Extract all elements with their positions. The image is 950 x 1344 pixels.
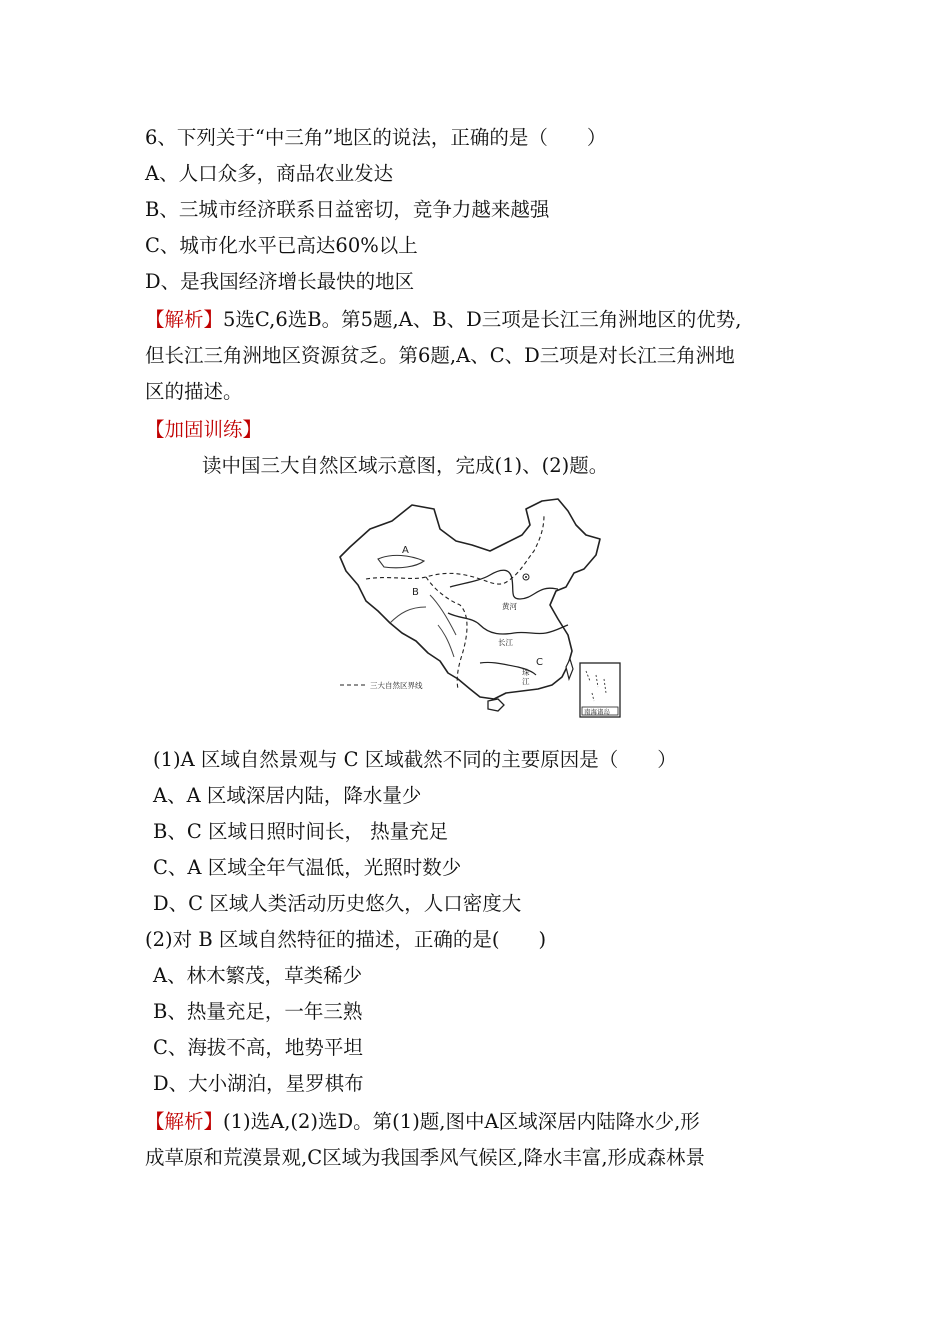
- q2-stem: (2)对 B 区域自然特征的描述，正确的是( ): [145, 928, 547, 951]
- q6-option-d: D、是我国经济增长最快的地区: [145, 270, 415, 293]
- region-label-a: A: [402, 545, 409, 556]
- hainan-island: [488, 699, 504, 711]
- china-outline: [340, 499, 600, 699]
- china-natural-regions-map: [330, 495, 626, 720]
- q6-option-a: A、人口众多，商品农业发达: [145, 162, 394, 185]
- analysis-1: [145, 302, 810, 410]
- q1-stem: (1)A 区域自然景观与 C 区域截然不同的主要原因是（ ）: [153, 748, 677, 771]
- inset-label: 南海诸岛: [584, 708, 610, 716]
- analysis-tag: 【解析】: [145, 1110, 224, 1133]
- analysis-2: [145, 1104, 810, 1176]
- q2-option-d: D、大小湖泊，星罗棋布: [153, 1072, 364, 1095]
- training-heading: 【加固训练】: [145, 418, 263, 441]
- q6-option-b: B、三城市经济联系日益密切，竞争力越来越强: [145, 198, 550, 221]
- q1-option-b: B、C 区域日照时间长， 热量充足: [153, 820, 449, 843]
- river-label-pearl-1: 珠: [522, 668, 530, 677]
- river-label-yellow: 黄河: [502, 602, 517, 611]
- q2-option-a: A、林木繁茂，草类稀少: [153, 964, 363, 987]
- analysis-1-line-1: 【解析】5选C,6选B。第5题,A、B、D三项是长江三角洲地区的优势,: [145, 308, 742, 331]
- q6-stem: 6、下列关于“中三角”地区的说法，正确的是（ ）: [145, 126, 607, 149]
- legend-label: 三大自然区界线: [370, 681, 423, 690]
- q1-option-a: A、A 区域深居内陆，降水量少: [153, 784, 422, 807]
- q2-option-b: B、热量充足，一年三熟: [153, 1000, 363, 1023]
- q2-option-c: C、海拔不高，地势平坦: [153, 1036, 363, 1059]
- analysis-1-line-3: 区的描述。: [145, 380, 243, 403]
- region-label-b: B: [412, 587, 419, 598]
- q1-option-c: C、A 区域全年气温低，光照时数少: [153, 856, 462, 879]
- analysis-2-line-1: 【解析】(1)选A,(2)选D。第(1)题,图中A区域深居内陆降水少,形: [145, 1110, 700, 1133]
- analysis-2-line-2: 成草原和荒漠景观,C区域为我国季风气候区,降水丰富,形成森林景: [145, 1146, 706, 1169]
- q6-option-c: C、城市化水平已高达60%以上: [145, 234, 418, 257]
- river-label-yangtze: 长江: [498, 638, 513, 647]
- analysis-1-line-2: 但长江三角洲地区资源贫乏。第6题,A、C、D三项是对长江三角洲地: [145, 344, 735, 367]
- training-intro: 读中国三大自然区域示意图，完成(1)、(2)题。: [202, 454, 609, 477]
- analysis-tag: 【解析】: [145, 308, 224, 331]
- q1-option-d: D、C 区域人类活动历史悠久，人口密度大: [153, 892, 522, 915]
- region-label-c: C: [536, 657, 543, 668]
- river-label-pearl-2: 江: [522, 677, 530, 686]
